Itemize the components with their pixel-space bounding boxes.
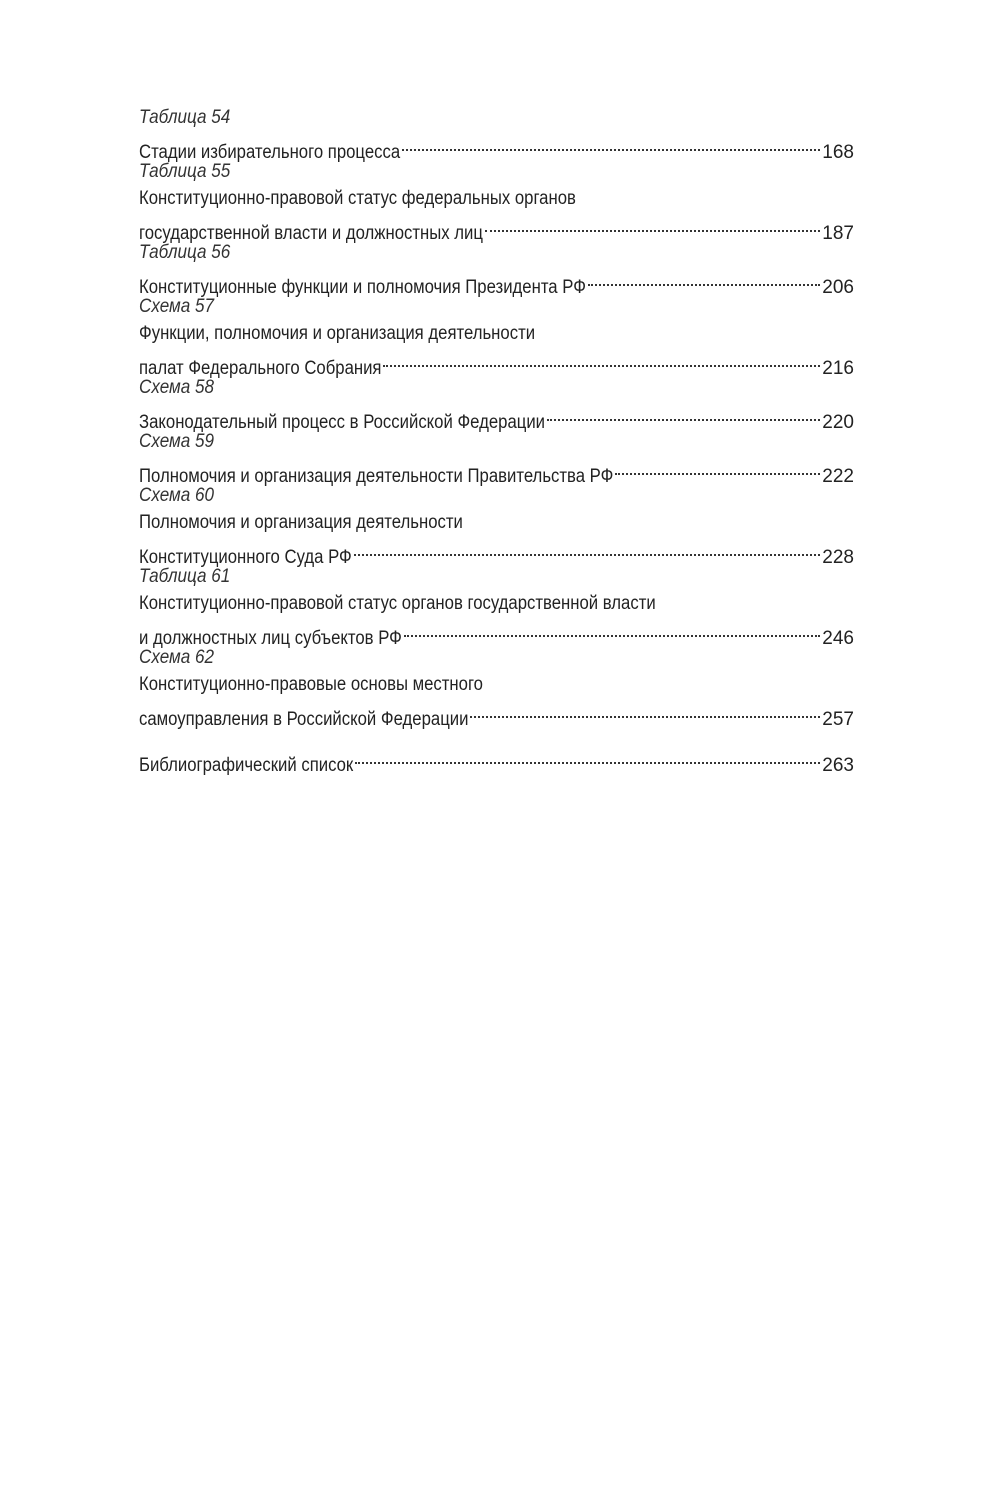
entry-caption: Схема 58 xyxy=(139,377,215,398)
bibliography-title: Библиографический список xyxy=(139,755,354,776)
toc-entry xyxy=(139,239,854,298)
dot-leader xyxy=(354,536,821,563)
entry-caption: Таблица 61 xyxy=(139,566,231,587)
entry-title-line: Функции, полномочия и организация деятельности xyxy=(139,323,536,344)
entry-caption: Таблица 55 xyxy=(139,161,231,182)
entry-title: Законодательный процесс в Российской Федерации xyxy=(139,412,546,433)
toc-link[interactable] xyxy=(139,401,854,433)
dot-leader xyxy=(615,455,820,482)
toc-link-bibliography[interactable] xyxy=(139,744,854,776)
dot-leader xyxy=(588,266,820,293)
entry-caption: Схема 57 xyxy=(139,296,215,317)
entry-title: Стадии избирательного процесса xyxy=(139,142,401,163)
page-number: 220 xyxy=(822,412,854,433)
page-number: 257 xyxy=(822,709,854,730)
page-number: 246 xyxy=(822,628,854,649)
entry-caption: Схема 60 xyxy=(139,485,215,506)
entry-title-line: Конституционно-правовые основы местного xyxy=(139,674,483,695)
page-number: 168 xyxy=(822,142,854,163)
dot-leader xyxy=(485,212,820,239)
entry-caption: Таблица 56 xyxy=(139,242,231,263)
toc-entry xyxy=(139,374,854,433)
entry-title: государственной власти и должностных лиц xyxy=(139,223,483,244)
entry-title: палат Федерального Собрания xyxy=(139,358,382,379)
toc-entry xyxy=(139,158,854,244)
entry-title: Полномочия и организация деятельности Правительства РФ xyxy=(139,466,614,487)
entry-caption: Схема 59 xyxy=(139,431,215,452)
entry-title: самоуправления в Российской Федерации xyxy=(139,709,469,730)
dot-leader xyxy=(383,347,820,374)
toc-link[interactable] xyxy=(139,455,854,487)
page-number: 222 xyxy=(822,466,854,487)
entry-title-line: Конституционно-правовой статус федеральных органов xyxy=(139,188,576,209)
toc-link[interactable] xyxy=(139,617,854,649)
toc-link[interactable] xyxy=(139,131,854,163)
toc-link[interactable] xyxy=(139,266,854,298)
dot-leader xyxy=(404,617,820,644)
entry-title: Конституционного Суда РФ xyxy=(139,547,352,568)
dot-leader xyxy=(402,131,820,158)
table-of-contents xyxy=(139,104,854,776)
page-number: 187 xyxy=(822,223,854,244)
toc-link[interactable] xyxy=(139,347,854,379)
entry-title: и должностных лиц субъектов РФ xyxy=(139,628,402,649)
page-number: 228 xyxy=(822,547,854,568)
toc-entry xyxy=(139,104,854,163)
toc-link[interactable] xyxy=(139,212,854,244)
page-number: 263 xyxy=(822,755,854,776)
entry-title-line: Полномочия и организация деятельности xyxy=(139,512,463,533)
entry-caption: Схема 62 xyxy=(139,647,215,668)
toc-entry xyxy=(139,428,854,487)
page-number: 206 xyxy=(822,277,854,298)
dot-leader xyxy=(355,744,820,771)
toc-entry xyxy=(139,482,854,568)
toc-link[interactable] xyxy=(139,536,854,568)
entry-title-line: Конституционно-правовой статус органов государственной власти xyxy=(139,593,656,614)
entry-title: Конституционные функции и полномочия Президента РФ xyxy=(139,277,586,298)
dot-leader xyxy=(547,401,820,428)
dot-leader xyxy=(470,698,820,725)
toc-entry xyxy=(139,563,854,649)
page-number: 216 xyxy=(822,358,854,379)
entry-caption: Таблица 54 xyxy=(139,107,231,128)
toc-link[interactable] xyxy=(139,698,854,730)
toc-entry xyxy=(139,644,854,730)
toc-entry xyxy=(139,293,854,379)
